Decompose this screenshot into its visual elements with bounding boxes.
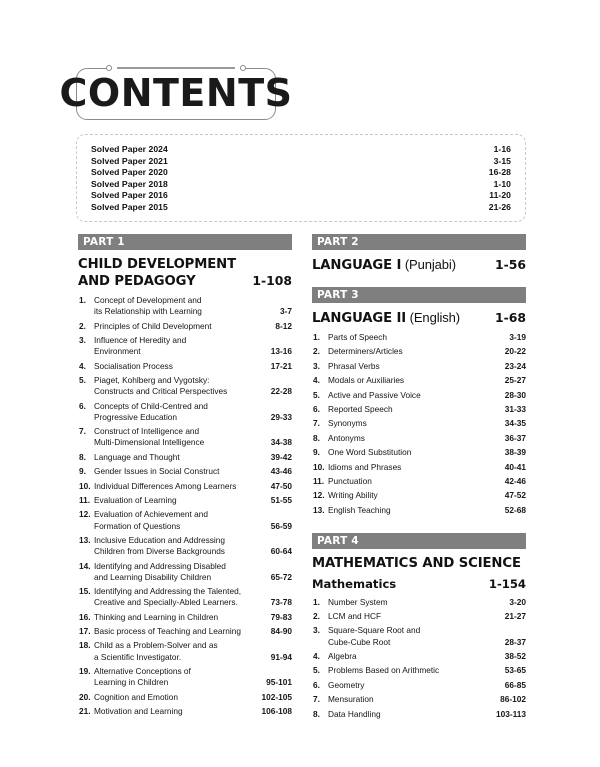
toc-item-pages: 53-65 (504, 665, 526, 676)
toc-item (78, 466, 292, 477)
toc-item (312, 462, 526, 473)
solved-paper-row (91, 144, 511, 156)
toc-item-pages: 102-105 (261, 691, 292, 702)
toc-item-title (94, 561, 271, 583)
toc-item-title-line2: Creative and Specially-Abled Learners. (94, 597, 238, 608)
toc-item-title-line1: Determiners/Articles (328, 346, 403, 357)
toc-item-number: 20. (79, 691, 91, 702)
toc-item-title (328, 462, 505, 473)
part-4-title-text: MATHEMATICS AND SCIENCE (312, 556, 521, 572)
toc-item (78, 706, 292, 717)
toc-item (312, 361, 526, 372)
toc-item-pages: 60-64 (270, 546, 292, 557)
toc-item (78, 321, 292, 332)
toc-item (78, 375, 292, 397)
solved-paper-pages: 1-10 (493, 178, 511, 189)
toc-item-title (328, 597, 509, 608)
part-1-bar-label: PART 1 (83, 236, 125, 248)
toc-item (312, 346, 526, 357)
toc-item-title (328, 375, 505, 386)
toc-item (78, 361, 292, 372)
toc-item-title-line2: Progressive Education (94, 411, 178, 422)
toc-item-number: 12. (79, 509, 91, 520)
toc-item-title-line1: Algebra (328, 650, 357, 661)
solved-paper-pages: 1-16 (493, 144, 511, 154)
toc-item-pages: 22-28 (270, 386, 292, 397)
toc-item (78, 401, 292, 423)
toc-item-title (328, 346, 505, 357)
toc-item-pages: 25-27 (504, 375, 526, 386)
toc-item-number: 4. (313, 375, 320, 386)
toc-item-title-line1: Punctuation (328, 475, 372, 486)
toc-item-title-line2: a Scientific Investigator. (94, 651, 182, 662)
toc-item-pages: 31-33 (504, 403, 526, 414)
toc-item-title-line1: Parts of Speech (328, 332, 388, 342)
toc-item-title (328, 709, 496, 720)
toc-item-title (94, 640, 271, 662)
part-1-title-line1: CHILD DEVELOPMENT (78, 257, 237, 272)
toc-item-pages: 84-90 (270, 626, 292, 637)
part-1-title-line2: AND PEDAGOGY (78, 273, 196, 289)
toc-item-title-line1: Reported Speech (328, 403, 393, 414)
toc-item-pages: 86-102 (500, 694, 526, 705)
toc-item-pages: 103-113 (496, 708, 526, 719)
toc-item-pages: 3-19 (509, 332, 526, 342)
toc-item-title-line1: Evaluation of Learning (94, 494, 177, 505)
toc-item (78, 335, 292, 357)
toc-item-title-line1: Gender Issues in Social Construct (94, 466, 220, 477)
toc-item-title (94, 666, 266, 688)
toc-item-title-line1: Principles of Child Development (94, 320, 212, 331)
toc-item-title-line1: Number System (328, 596, 388, 607)
toc-item-number: 14. (79, 560, 91, 571)
part-2-pages: 1-56 (494, 257, 526, 272)
toc-item-title (94, 509, 271, 531)
toc-item-pages: 17-21 (270, 360, 292, 371)
toc-item-number: 2. (313, 610, 320, 621)
toc-item-number: 7. (79, 426, 86, 437)
spacer-part3-part4 (312, 519, 526, 533)
toc-item-title (328, 625, 505, 647)
part-3-pages: 1-68 (494, 309, 526, 325)
toc-item-pages: 20-22 (504, 346, 526, 357)
toc-item (312, 433, 526, 444)
toc-item-number: 1. (313, 596, 320, 607)
part-2-title (312, 257, 526, 274)
toc-item-number: 11. (79, 494, 91, 505)
toc-item (312, 694, 526, 705)
toc-item-pages: 56-59 (270, 520, 292, 531)
toc-item-title-line2: Formation of Questions (94, 520, 181, 531)
spacer-part2-part3 (312, 274, 526, 287)
toc-item-title-line1: Active and Passive Voice (328, 389, 421, 400)
toc-item-title (94, 535, 271, 557)
toc-item-title-line1: Identifying and Addressing the Talented, (94, 586, 241, 597)
toc-item-number: 8. (313, 708, 320, 719)
toc-item (312, 665, 526, 676)
toc-item-title-line1: Concepts of Child-Centred and (94, 400, 208, 411)
toc-item-number: 5. (79, 374, 86, 385)
toc-item-number: 4. (313, 650, 320, 661)
part-4-title (312, 556, 526, 572)
toc-item-title-line1: Basic process of Teaching and Learning (94, 626, 241, 637)
toc-item-number: 1. (313, 332, 320, 342)
toc-item-number: 5. (313, 389, 320, 400)
toc-item-title (328, 361, 505, 372)
solved-paper-label: Solved Paper 2018 (91, 178, 168, 189)
toc-item-number: 15. (79, 586, 91, 597)
toc-item-title-line1: Mensuration (328, 694, 374, 705)
toc-item-number: 6. (313, 679, 320, 690)
toc-item-number: 4. (79, 360, 86, 371)
toc-item (78, 612, 292, 623)
toc-item (312, 418, 526, 429)
part-4-toc-list (312, 597, 526, 720)
toc-item (78, 452, 292, 463)
toc-item-title (94, 452, 271, 463)
toc-item-number: 2. (313, 346, 320, 357)
toc-item-number: 16. (79, 611, 91, 622)
toc-item-title-line1: LCM and HCF (328, 610, 382, 621)
toc-item-pages: 65-72 (270, 571, 292, 582)
toc-item-number: 9. (313, 447, 320, 458)
toc-item (78, 495, 292, 506)
toc-item-pages: 13-16 (270, 346, 292, 357)
solved-paper-label: Solved Paper 2020 (91, 167, 168, 178)
toc-item-title-line1: Cognition and Emotion (94, 691, 178, 702)
toc-item-title-line1: Problems Based on Arithmetic (328, 665, 440, 676)
toc-item-title-line1: Socialisation Process (94, 360, 173, 371)
toc-item-title-line1: Thinking and Learning in Children (94, 611, 219, 622)
toc-item (312, 375, 526, 386)
part-3-toc-list (312, 332, 526, 516)
toc-item-title (328, 694, 500, 705)
toc-item-title-line1: Individual Differences Among Learners (94, 480, 237, 491)
toc-item-title (94, 612, 271, 623)
part-2-title-main: LANGUAGE I (312, 258, 402, 273)
toc-item-number: 2. (79, 320, 86, 331)
toc-item (78, 481, 292, 492)
toc-item (78, 586, 292, 608)
solved-paper-row (91, 202, 511, 214)
toc-item-title (328, 332, 509, 343)
part-1-bar (78, 234, 292, 250)
toc-item (312, 490, 526, 501)
toc-item-number: 17. (79, 626, 91, 637)
page-title: CONTENTS (59, 71, 293, 115)
toc-item-pages: 34-35 (504, 418, 526, 429)
right-column (312, 234, 526, 723)
solved-paper-row (91, 167, 511, 179)
toc-item-title-line1: Data Handling (328, 708, 381, 719)
toc-item-number: 11. (313, 475, 325, 486)
toc-item-title-line1: Identifying and Addressing Disabled (94, 560, 226, 571)
solved-paper-pages: 3-15 (493, 155, 511, 166)
toc-item-title (328, 651, 505, 662)
toc-item (78, 561, 292, 583)
toc-item-title-line1: Writing Ability (328, 490, 378, 501)
toc-item-title (94, 692, 262, 703)
toc-item-title-line1: Square-Square Root and (328, 625, 421, 636)
toc-item-title (94, 401, 271, 423)
toc-item-title-line1: One Word Substitution (328, 447, 412, 458)
toc-item-title (328, 433, 505, 444)
toc-item (312, 404, 526, 415)
toc-item-pages: 40-41 (504, 461, 526, 472)
solved-paper-row (91, 156, 511, 168)
toc-item-title (94, 361, 271, 372)
toc-item-number: 3. (79, 334, 86, 345)
toc-item (312, 597, 526, 608)
toc-item-title (94, 426, 271, 448)
toc-item-pages: 66-85 (504, 679, 526, 690)
toc-item-pages: 95-101 (266, 677, 292, 688)
toc-item-number: 10. (79, 480, 91, 491)
toc-item (78, 626, 292, 637)
toc-item-title-line1: Piaget, Kohlberg and Vygotsky: (94, 374, 210, 385)
toc-item-number: 19. (79, 666, 91, 677)
toc-item-pages: 28-37 (504, 636, 526, 647)
toc-item-title-line2: Learning in Children (94, 677, 169, 688)
toc-item-title (328, 476, 505, 487)
toc-item-pages: 73-78 (270, 597, 292, 608)
toc-item (78, 295, 292, 317)
toc-item (312, 680, 526, 691)
toc-item-title-line1: Construct of Intelligence and (94, 426, 200, 437)
toc-item-title (94, 481, 271, 492)
toc-item-number: 10. (313, 461, 325, 472)
toc-item-title-line1: Child as a Problem-Solver and as (94, 640, 218, 651)
toc-item-title (94, 335, 271, 357)
toc-item (312, 611, 526, 622)
toc-item-title-line2: Children from Diverse Backgrounds (94, 546, 225, 557)
solved-paper-pages: 21-26 (488, 201, 511, 212)
toc-item-pages: 34-38 (270, 437, 292, 448)
toc-item-title-line1: Alternative Conceptions of (94, 666, 191, 677)
toc-item-number: 9. (79, 466, 86, 477)
toc-item-title (328, 490, 505, 501)
toc-item-pages: 28-30 (504, 389, 526, 400)
toc-item-pages: 52-68 (504, 504, 526, 515)
toc-item (312, 476, 526, 487)
toc-item-title (328, 505, 505, 516)
toc-item-title (94, 466, 271, 477)
toc-item-title-line2: Multi-Dimensional Intelligence (94, 437, 205, 448)
part-3-title-main: LANGUAGE II (312, 310, 407, 326)
toc-item-title (94, 295, 280, 317)
toc-item-title-line1: Motivation and Learning (94, 706, 183, 717)
toc-item-number: 8. (313, 432, 320, 443)
toc-item-pages: 3-20 (509, 596, 526, 607)
part-4-bar (312, 533, 526, 549)
toc-item-title (94, 321, 275, 332)
toc-item-number: 1. (79, 295, 86, 305)
toc-item-pages: 38-52 (504, 650, 526, 661)
part-2-bar (312, 234, 526, 250)
solved-paper-label: Solved Paper 2016 (91, 190, 168, 201)
part-4-subsection-label: Mathematics (312, 576, 397, 591)
toc-item-title (328, 390, 505, 401)
part-3-title (312, 310, 526, 327)
toc-item-pages: 47-52 (504, 490, 526, 501)
solved-papers-box (76, 134, 526, 222)
part-2-bar-label: PART 2 (317, 236, 359, 248)
part-4-subsection (312, 577, 526, 591)
toc-item-title-line2: and Learning Disability Children (94, 571, 212, 582)
part-2-title-paren: (Punjabi) (401, 257, 456, 272)
toc-item-pages: 21-27 (504, 610, 526, 621)
toc-item-number: 18. (79, 640, 91, 651)
part-1-title (78, 257, 292, 289)
toc-item-number: 12. (313, 490, 325, 501)
toc-item (312, 505, 526, 516)
toc-item (78, 426, 292, 448)
toc-item-pages: 8-12 (275, 320, 292, 331)
part-1-pages: 1-108 (252, 272, 292, 288)
toc-item-pages: 91-94 (270, 651, 292, 662)
toc-item (78, 692, 292, 703)
toc-item-number: 7. (313, 694, 320, 705)
toc-item-title-line2: Environment (94, 346, 141, 357)
toc-item-pages: 3-7 (280, 306, 292, 317)
solved-paper-pages: 11-20 (489, 190, 511, 201)
toc-item-pages: 51-55 (270, 494, 292, 505)
toc-item-title (328, 404, 505, 415)
toc-item-pages: 47-50 (270, 480, 292, 491)
toc-item-title (328, 680, 505, 691)
toc-item-title-line1: Synonyms (328, 418, 367, 429)
toc-item-title-line1: Language and Thought (94, 451, 180, 462)
toc-item-number: 3. (313, 360, 320, 371)
solved-paper-pages: 16-28 (488, 167, 511, 178)
solved-paper-label: Solved Paper 2021 (91, 155, 168, 166)
toc-item-title (94, 706, 262, 717)
part-3-title-paren: (English) (406, 309, 461, 325)
toc-item-pages: 43-46 (270, 466, 292, 477)
toc-item-title (328, 611, 505, 622)
toc-item-title (94, 495, 271, 506)
toc-item-title-line1: Concept of Development and (94, 295, 202, 305)
toc-item-title-line1: Influence of Heredity and (94, 334, 187, 345)
toc-item-number: 21. (79, 706, 91, 717)
toc-item (312, 332, 526, 343)
solved-paper-label: Solved Paper 2015 (91, 201, 168, 212)
toc-item (312, 390, 526, 401)
toc-item-title (94, 586, 271, 608)
part-4-subsection-pages: 1-154 (488, 576, 526, 591)
solved-paper-label: Solved Paper 2024 (91, 144, 168, 154)
toc-item (312, 709, 526, 720)
toc-item-pages: 29-33 (270, 411, 292, 422)
solved-paper-row (91, 190, 511, 202)
toc-item-title-line1: Geometry (328, 679, 365, 690)
toc-item (312, 625, 526, 647)
toc-item-number: 6. (313, 403, 320, 414)
toc-item (78, 535, 292, 557)
toc-item-number: 5. (313, 665, 320, 676)
toc-item-title-line1: Idioms and Phrases (328, 461, 402, 472)
toc-item-number: 3. (313, 625, 320, 636)
toc-item (78, 640, 292, 662)
toc-item-number: 13. (79, 534, 91, 545)
toc-item-pages: 79-83 (270, 611, 292, 622)
toc-item-title-line1: Antonyms (328, 432, 365, 443)
left-column (78, 234, 292, 720)
toc-item-title-line2: Cube-Cube Root (328, 636, 391, 647)
toc-item-title-line2: Constructs and Critical Perspectives (94, 386, 228, 397)
solved-paper-row (91, 179, 511, 191)
part-4-bar-label: PART 4 (317, 535, 359, 548)
part-3-bar-label: PART 3 (317, 288, 359, 301)
toc-item-title-line1: English Teaching (328, 504, 391, 515)
toc-item-title-line1: Phrasal Verbs (328, 360, 380, 371)
toc-item (312, 651, 526, 662)
toc-item-title (94, 375, 271, 397)
toc-item-title-line2: its Relationship with Learning (94, 306, 202, 317)
contents-title-box (59, 68, 293, 120)
part-1-toc-list (78, 295, 292, 717)
toc-item-title-line1: Modals or Auxiliaries (328, 375, 405, 386)
toc-item-pages: 39-42 (270, 451, 292, 462)
toc-item-pages: 36-37 (504, 432, 526, 443)
toc-item-pages: 42-46 (504, 475, 526, 486)
part-3-bar (312, 287, 526, 303)
toc-item-title (328, 447, 505, 458)
toc-item-pages: 106-108 (261, 706, 292, 717)
toc-item-number: 8. (79, 451, 86, 462)
toc-item-pages: 38-39 (504, 447, 526, 458)
toc-item (78, 666, 292, 688)
toc-item-number: 7. (313, 418, 320, 429)
toc-item-title (94, 626, 271, 637)
toc-item (78, 509, 292, 531)
toc-item-number: 6. (79, 400, 86, 411)
toc-item-title-line1: Inclusive Education and Addressing (94, 534, 225, 545)
toc-item-title (328, 418, 505, 429)
toc-item-title (328, 665, 505, 676)
toc-item-title-line1: Evaluation of Achievement and (94, 509, 208, 520)
toc-item (312, 447, 526, 458)
toc-item-pages: 23-24 (504, 360, 526, 371)
toc-item-number: 13. (313, 504, 325, 515)
